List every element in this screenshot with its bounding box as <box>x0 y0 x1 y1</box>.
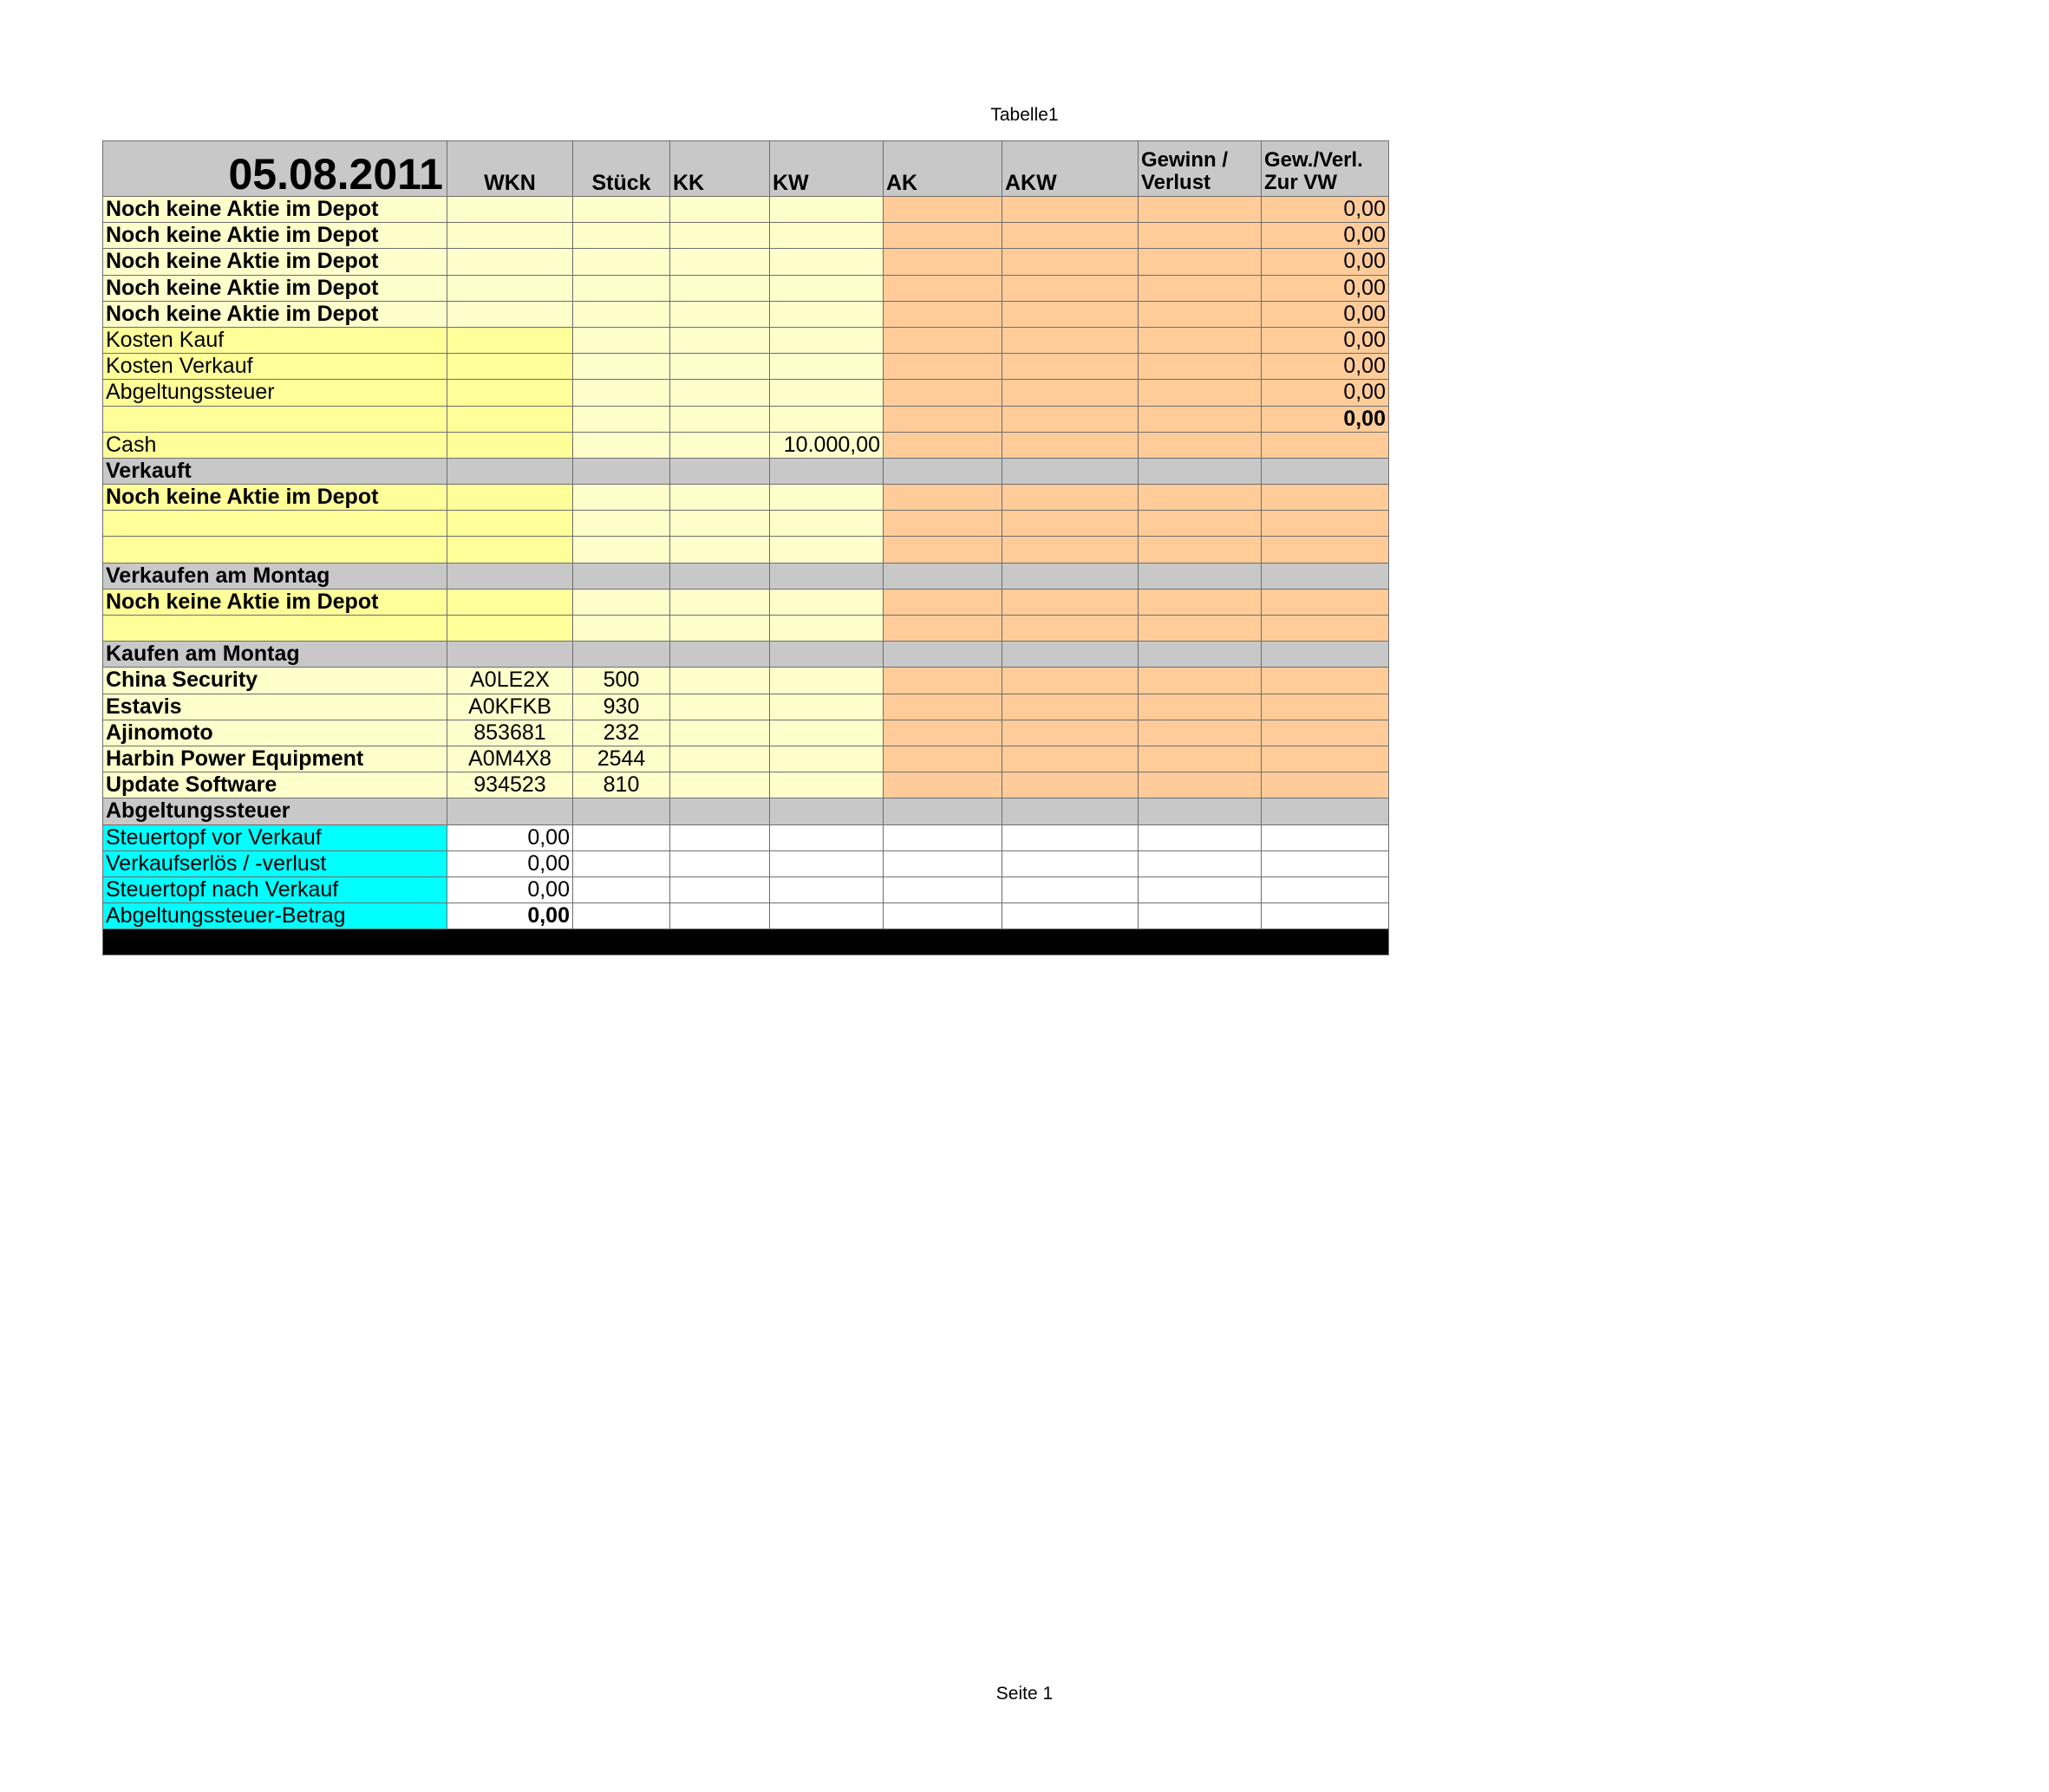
cell[interactable] <box>1262 798 1389 824</box>
cell[interactable] <box>770 380 884 406</box>
tax-label-cell[interactable]: Steuertopf nach Verkauf <box>103 876 447 903</box>
section-row-abgeltungssteuer <box>103 798 1389 824</box>
stock-name-cell[interactable]: Ajinomoto <box>103 720 447 746</box>
cell[interactable] <box>670 406 770 432</box>
column-header-akw[interactable]: AKW <box>1002 141 1139 197</box>
gew-verl-cell[interactable]: 0,00 <box>1262 275 1389 301</box>
cell[interactable] <box>1002 720 1139 746</box>
table-row <box>103 354 1389 380</box>
cell[interactable] <box>573 406 670 432</box>
cell[interactable] <box>1139 720 1262 746</box>
cell[interactable] <box>670 746 770 772</box>
cell[interactable] <box>884 876 1002 903</box>
cell[interactable] <box>1262 850 1389 876</box>
header-row <box>103 141 1389 197</box>
gew-verl-cell[interactable]: 0,00 <box>1262 249 1389 275</box>
cell[interactable] <box>770 197 884 223</box>
stock-name-cell[interactable]: China Security <box>103 668 447 694</box>
cell[interactable] <box>1262 772 1389 798</box>
cell[interactable] <box>770 876 884 903</box>
cell[interactable] <box>1002 406 1139 432</box>
stock-name-cell[interactable]: Noch keine Aktie im Depot <box>103 275 447 301</box>
cell[interactable] <box>1262 589 1389 615</box>
cell[interactable] <box>1139 249 1262 275</box>
cell[interactable] <box>770 668 884 694</box>
cell[interactable] <box>770 327 884 353</box>
cell[interactable] <box>1262 903 1389 929</box>
stock-name-cell[interactable]: Noch keine Aktie im Depot <box>103 223 447 249</box>
cell[interactable] <box>447 432 573 458</box>
cell[interactable] <box>447 223 573 249</box>
total-cell[interactable]: 0,00 <box>1262 406 1389 432</box>
section-row-verkauft <box>103 458 1389 484</box>
cell[interactable] <box>1002 511 1139 537</box>
wkn-cell[interactable]: 934523 <box>447 772 573 798</box>
cell[interactable] <box>884 223 1002 249</box>
cell[interactable] <box>670 432 770 458</box>
cell[interactable] <box>573 249 670 275</box>
page-footer: Seite 1 <box>995 1684 1054 1704</box>
cell[interactable] <box>670 511 770 537</box>
cell[interactable] <box>1002 354 1139 380</box>
cell[interactable] <box>670 589 770 615</box>
cell[interactable] <box>1262 668 1389 694</box>
cell[interactable] <box>1002 616 1139 642</box>
cell[interactable] <box>770 903 884 929</box>
cell[interactable] <box>1262 458 1389 484</box>
cell[interactable] <box>670 668 770 694</box>
cell[interactable] <box>447 642 573 668</box>
cell[interactable] <box>1139 327 1262 353</box>
cell[interactable] <box>670 850 770 876</box>
cell[interactable] <box>1262 616 1389 642</box>
table-row <box>103 668 1389 694</box>
stock-name-cell[interactable]: Noch keine Aktie im Depot <box>103 249 447 275</box>
table-row <box>103 249 1389 275</box>
cell[interactable] <box>573 850 670 876</box>
gew-verl-cell[interactable]: 0,00 <box>1262 223 1389 249</box>
cell[interactable] <box>884 824 1002 850</box>
cell[interactable] <box>1139 746 1262 772</box>
wkn-cell[interactable]: A0KFKB <box>447 694 573 720</box>
cell[interactable] <box>1002 432 1139 458</box>
cell[interactable] <box>770 458 884 484</box>
cell[interactable] <box>1139 406 1262 432</box>
tax-value-cell[interactable]: 0,00 <box>447 824 573 850</box>
cell[interactable] <box>447 511 573 537</box>
cell[interactable] <box>447 485 573 511</box>
cell[interactable] <box>1139 668 1262 694</box>
cell[interactable] <box>447 354 573 380</box>
cell[interactable] <box>447 537 573 563</box>
cell[interactable] <box>884 301 1002 327</box>
cell[interactable] <box>670 537 770 563</box>
cell[interactable] <box>884 642 1002 668</box>
table-row <box>103 223 1389 249</box>
cell[interactable] <box>447 275 573 301</box>
cell[interactable] <box>770 798 884 824</box>
cell[interactable] <box>770 485 884 511</box>
cell[interactable] <box>573 563 670 589</box>
column-header-kw[interactable]: KW <box>770 141 884 197</box>
cell[interactable] <box>884 850 1002 876</box>
tax-label-cell[interactable]: Abgeltungssteuer-Betrag <box>103 903 447 929</box>
cell[interactable] <box>884 380 1002 406</box>
cell[interactable] <box>670 197 770 223</box>
cell[interactable] <box>1262 694 1389 720</box>
cell[interactable] <box>770 275 884 301</box>
cell[interactable] <box>103 616 447 642</box>
cell[interactable] <box>1002 380 1139 406</box>
table-row <box>103 746 1389 772</box>
cell[interactable] <box>1139 903 1262 929</box>
cell[interactable] <box>573 798 670 824</box>
cell[interactable] <box>573 380 670 406</box>
cell[interactable] <box>770 354 884 380</box>
cell[interactable] <box>1139 642 1262 668</box>
cell[interactable] <box>573 876 670 903</box>
cell[interactable] <box>1139 876 1262 903</box>
cell[interactable] <box>573 458 670 484</box>
table-row <box>103 876 1389 903</box>
cell[interactable] <box>670 798 770 824</box>
cell[interactable] <box>1262 563 1389 589</box>
cell[interactable] <box>884 275 1002 301</box>
cell[interactable] <box>1262 824 1389 850</box>
cell[interactable] <box>884 616 1002 642</box>
cell[interactable] <box>447 301 573 327</box>
cost-label-cell[interactable]: Abgeltungssteuer <box>103 380 447 406</box>
cell[interactable] <box>884 485 1002 511</box>
sheet-title: Tabelle1 <box>990 105 1059 125</box>
cell[interactable] <box>447 458 573 484</box>
cell[interactable] <box>884 354 1002 380</box>
column-header-kk[interactable]: KK <box>670 141 770 197</box>
cell[interactable] <box>1139 511 1262 537</box>
cell[interactable] <box>770 223 884 249</box>
zur-vw-label: Zur VW <box>1264 171 1337 195</box>
qty-cell[interactable]: 232 <box>573 720 670 746</box>
cell[interactable] <box>1139 772 1262 798</box>
cell[interactable] <box>770 406 884 432</box>
cell[interactable] <box>1139 798 1262 824</box>
cell[interactable] <box>1139 458 1262 484</box>
cell[interactable] <box>1139 275 1262 301</box>
column-header-gewinn-verlust[interactable] <box>1139 141 1262 197</box>
cell[interactable] <box>1139 354 1262 380</box>
section-title[interactable]: Abgeltungssteuer <box>103 798 447 824</box>
cell[interactable] <box>1262 537 1389 563</box>
column-header-ak[interactable]: AK <box>884 141 1002 197</box>
cell[interactable] <box>1002 668 1139 694</box>
cell[interactable] <box>884 511 1002 537</box>
section-title[interactable]: Verkauft <box>103 458 447 484</box>
cell[interactable] <box>573 589 670 615</box>
cell[interactable] <box>1002 485 1139 511</box>
section-title[interactable]: Kaufen am Montag <box>103 642 447 668</box>
cell[interactable] <box>770 537 884 563</box>
cell[interactable] <box>670 642 770 668</box>
total-row <box>103 406 1389 432</box>
cell[interactable] <box>1139 485 1262 511</box>
gewinn-label: Gewinn / <box>1141 148 1229 173</box>
cell[interactable] <box>1139 589 1262 615</box>
cell[interactable] <box>770 642 884 668</box>
cell[interactable] <box>670 354 770 380</box>
cell[interactable] <box>447 197 573 223</box>
tax-value-cell[interactable]: 0,00 <box>447 876 573 903</box>
cell[interactable] <box>770 589 884 615</box>
table-row <box>103 301 1389 327</box>
cost-label-cell[interactable]: Kosten Verkauf <box>103 354 447 380</box>
table-row <box>103 824 1389 850</box>
cell[interactable] <box>1139 197 1262 223</box>
cell[interactable] <box>447 798 573 824</box>
table-row <box>103 720 1389 746</box>
cell[interactable] <box>573 616 670 642</box>
cell[interactable] <box>1262 720 1389 746</box>
cell[interactable] <box>1002 589 1139 615</box>
cell[interactable] <box>1262 511 1389 537</box>
qty-cell[interactable]: 500 <box>573 668 670 694</box>
cell[interactable] <box>1139 850 1262 876</box>
cell[interactable] <box>670 380 770 406</box>
cell[interactable] <box>573 432 670 458</box>
cell[interactable] <box>884 406 1002 432</box>
cell[interactable] <box>670 772 770 798</box>
qty-cell[interactable]: 810 <box>573 772 670 798</box>
cell[interactable] <box>670 458 770 484</box>
cell[interactable] <box>884 720 1002 746</box>
cell[interactable] <box>1139 616 1262 642</box>
cell[interactable] <box>573 537 670 563</box>
table-row <box>103 485 1389 511</box>
gew-verl-cell[interactable]: 0,00 <box>1262 301 1389 327</box>
gew-verl-cell[interactable]: 0,00 <box>1262 380 1389 406</box>
table-row <box>103 850 1389 876</box>
cell[interactable] <box>1002 301 1139 327</box>
cell[interactable] <box>884 249 1002 275</box>
cell[interactable] <box>770 720 884 746</box>
cell[interactable] <box>1139 432 1262 458</box>
cell[interactable] <box>770 616 884 642</box>
cell[interactable] <box>770 511 884 537</box>
qty-cell[interactable]: 2544 <box>573 746 670 772</box>
cell[interactable] <box>1262 876 1389 903</box>
table-row <box>103 616 1389 642</box>
cell[interactable] <box>573 824 670 850</box>
black-bar <box>103 929 1389 955</box>
column-header-gew-verl-zur-vw[interactable] <box>1262 141 1389 197</box>
cell[interactable] <box>447 616 573 642</box>
cell[interactable] <box>1002 850 1139 876</box>
cell[interactable] <box>884 903 1002 929</box>
section-row-kaufen-montag <box>103 642 1389 668</box>
table-row <box>103 511 1389 537</box>
cell[interactable] <box>103 406 447 432</box>
table-row <box>103 537 1389 563</box>
cell[interactable] <box>1139 563 1262 589</box>
table-row <box>103 772 1389 798</box>
gew-verl-cell[interactable]: 0,00 <box>1262 354 1389 380</box>
verlust-label: Verlust <box>1141 171 1211 195</box>
qty-cell[interactable]: 930 <box>573 694 670 720</box>
cell[interactable] <box>1139 537 1262 563</box>
tax-label-cell[interactable]: Verkaufserlös / -verlust <box>103 850 447 876</box>
table-row <box>103 694 1389 720</box>
cell[interactable] <box>1139 223 1262 249</box>
gew-verl-cell[interactable]: 0,00 <box>1262 327 1389 353</box>
cell[interactable] <box>884 746 1002 772</box>
column-header-wkn[interactable]: WKN <box>447 141 573 197</box>
cell[interactable] <box>573 197 670 223</box>
cell[interactable] <box>770 772 884 798</box>
cell[interactable] <box>670 485 770 511</box>
cell[interactable] <box>103 537 447 563</box>
cell[interactable] <box>770 850 884 876</box>
table-row <box>103 275 1389 301</box>
cell[interactable] <box>670 223 770 249</box>
section-row-verkaufen-montag <box>103 563 1389 589</box>
cell[interactable] <box>573 354 670 380</box>
cell[interactable] <box>1139 380 1262 406</box>
cell[interactable] <box>447 380 573 406</box>
cell[interactable] <box>770 824 884 850</box>
cell[interactable] <box>1139 694 1262 720</box>
cell[interactable] <box>884 668 1002 694</box>
cell[interactable] <box>1002 746 1139 772</box>
cell[interactable] <box>447 249 573 275</box>
black-bar-row <box>103 929 1389 955</box>
cell[interactable] <box>770 563 884 589</box>
cell[interactable] <box>670 275 770 301</box>
cell[interactable] <box>670 249 770 275</box>
cell[interactable] <box>1002 197 1139 223</box>
cost-label-cell[interactable]: Kosten Kauf <box>103 327 447 353</box>
cell[interactable] <box>573 275 670 301</box>
cell[interactable] <box>1002 876 1139 903</box>
cell[interactable] <box>447 589 573 615</box>
cell[interactable] <box>884 432 1002 458</box>
tax-value-cell[interactable]: 0,00 <box>447 850 573 876</box>
cash-label-cell[interactable]: Cash <box>103 432 447 458</box>
spreadsheet-table <box>102 140 1389 955</box>
cell[interactable] <box>1002 824 1139 850</box>
cell[interactable] <box>447 406 573 432</box>
cell[interactable] <box>1262 642 1389 668</box>
cell[interactable] <box>884 537 1002 563</box>
stock-name-cell[interactable]: Harbin Power Equipment <box>103 746 447 772</box>
cell[interactable] <box>670 720 770 746</box>
stock-name-cell[interactable]: Estavis <box>103 694 447 720</box>
cell[interactable] <box>670 563 770 589</box>
cell[interactable] <box>884 772 1002 798</box>
stock-name-cell[interactable]: Noch keine Aktie im Depot <box>103 197 447 223</box>
cell[interactable] <box>573 903 670 929</box>
cell[interactable] <box>1002 537 1139 563</box>
section-title[interactable]: Verkaufen am Montag <box>103 563 447 589</box>
cell[interactable] <box>770 746 884 772</box>
cell[interactable] <box>884 694 1002 720</box>
cell[interactable] <box>884 798 1002 824</box>
cell[interactable] <box>1139 301 1262 327</box>
cell[interactable] <box>884 589 1002 615</box>
cell[interactable] <box>884 563 1002 589</box>
cell[interactable] <box>573 642 670 668</box>
cell[interactable] <box>884 458 1002 484</box>
tax-label-cell[interactable]: Steuertopf vor Verkauf <box>103 824 447 850</box>
cell[interactable] <box>770 301 884 327</box>
cell[interactable] <box>573 485 670 511</box>
cell[interactable] <box>1002 275 1139 301</box>
cell[interactable] <box>670 824 770 850</box>
cell[interactable] <box>1002 694 1139 720</box>
cell[interactable] <box>670 694 770 720</box>
cell[interactable] <box>1002 223 1139 249</box>
column-header-stueck[interactable]: Stück <box>573 141 670 197</box>
cell[interactable] <box>1002 458 1139 484</box>
wkn-cell[interactable]: 853681 <box>447 720 573 746</box>
cell[interactable] <box>670 327 770 353</box>
cell[interactable] <box>1002 249 1139 275</box>
cell[interactable] <box>670 903 770 929</box>
table-row <box>103 327 1389 353</box>
cell[interactable] <box>670 876 770 903</box>
stock-name-cell[interactable]: Update Software <box>103 772 447 798</box>
cell[interactable] <box>770 694 884 720</box>
gew-verl-label: Gew./Verl. <box>1264 148 1363 173</box>
cash-value-cell[interactable]: 10.000,00 <box>770 432 884 458</box>
table-row <box>103 197 1389 223</box>
cell[interactable] <box>573 511 670 537</box>
stock-name-cell[interactable]: Noch keine Aktie im Depot <box>103 301 447 327</box>
cell[interactable] <box>770 249 884 275</box>
cell[interactable] <box>1002 798 1139 824</box>
cell[interactable] <box>1002 642 1139 668</box>
cell[interactable] <box>1002 563 1139 589</box>
cell[interactable] <box>573 327 670 353</box>
cell[interactable] <box>103 511 447 537</box>
cell[interactable] <box>1002 903 1139 929</box>
wkn-cell[interactable]: A0M4X8 <box>447 746 573 772</box>
cell[interactable] <box>884 197 1002 223</box>
cell[interactable] <box>573 223 670 249</box>
cell[interactable] <box>1262 485 1389 511</box>
cash-row <box>103 432 1389 458</box>
cell[interactable] <box>573 301 670 327</box>
gew-verl-cell[interactable]: 0,00 <box>1262 197 1389 223</box>
cell[interactable] <box>1002 327 1139 353</box>
stock-name-cell[interactable]: Noch keine Aktie im Depot <box>103 485 447 511</box>
cell[interactable] <box>447 563 573 589</box>
stock-name-cell[interactable]: Noch keine Aktie im Depot <box>103 589 447 615</box>
cell[interactable] <box>1262 746 1389 772</box>
cell[interactable] <box>670 301 770 327</box>
table-row <box>103 589 1389 615</box>
cell[interactable] <box>884 327 1002 353</box>
cell[interactable] <box>1002 772 1139 798</box>
tax-value-cell[interactable]: 0,00 <box>447 903 573 929</box>
cell[interactable] <box>1262 432 1389 458</box>
cell[interactable] <box>447 327 573 353</box>
table-row <box>103 903 1389 929</box>
cell[interactable] <box>1139 824 1262 850</box>
cell[interactable] <box>670 616 770 642</box>
table-row <box>103 380 1389 406</box>
wkn-cell[interactable]: A0LE2X <box>447 668 573 694</box>
date-header[interactable]: 05.08.2011 <box>103 141 447 197</box>
